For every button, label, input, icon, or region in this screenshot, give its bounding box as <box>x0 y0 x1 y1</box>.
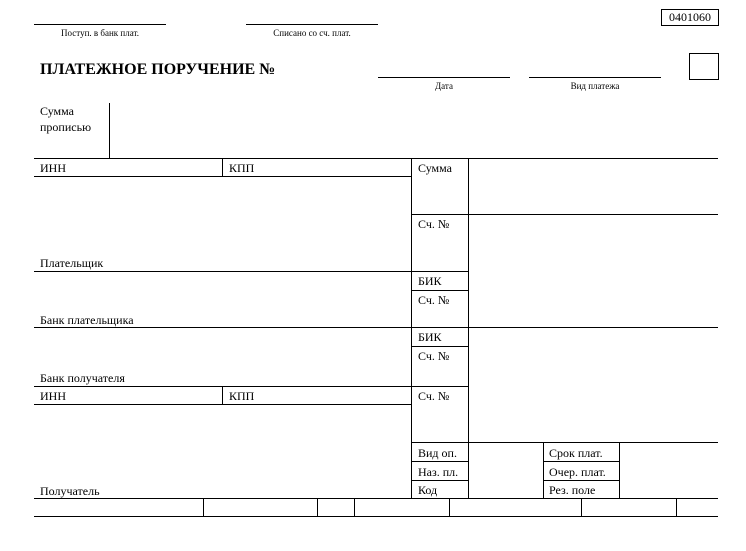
payer-bank-bottom-line <box>34 327 718 328</box>
due-field[interactable] <box>621 444 717 497</box>
label-col-divider <box>468 158 469 498</box>
op-type-label: Вид оп. <box>418 446 457 460</box>
payer-bottom-line <box>34 271 468 272</box>
footer-divider-5 <box>581 498 582 516</box>
payer-account-field[interactable] <box>470 215 717 326</box>
debited-line <box>246 24 378 25</box>
payer-account-label: Сч. № <box>418 217 450 231</box>
payer-inn-field[interactable] <box>64 159 221 175</box>
footer-divider-6 <box>676 498 677 516</box>
amount-words-divider <box>109 103 110 158</box>
date-label: Дата <box>435 81 453 91</box>
payer-name-field[interactable] <box>35 178 410 254</box>
payer-kpp-divider <box>222 158 223 176</box>
details-divider-2 <box>619 442 620 498</box>
footer-top-line <box>34 498 718 499</box>
payer-bank-name-field[interactable] <box>35 273 410 311</box>
payee-inn-label: ИНН <box>40 389 66 403</box>
payer-kpp-label: КПП <box>229 161 255 175</box>
footer-bottom-line <box>34 516 718 517</box>
payee-bank-name-field[interactable] <box>35 329 410 369</box>
payer-name-label: Плательщик <box>40 256 104 270</box>
payee-kpp-field[interactable] <box>258 387 410 403</box>
payee-inn-line <box>34 404 411 405</box>
payee-bank-account-label: Сч. № <box>418 349 450 363</box>
page-title: ПЛАТЕЖНОЕ ПОРУЧЕНИЕ № <box>40 61 276 78</box>
details-line-3b <box>543 480 619 481</box>
payee-inn-field[interactable] <box>64 387 221 403</box>
payment-type-label: Вид платежа <box>570 81 620 91</box>
code-label: Код <box>418 483 438 497</box>
received-label: Поступ. в банк плат. <box>61 28 139 38</box>
middle-divider <box>411 158 412 498</box>
details-divider-1 <box>543 442 544 498</box>
payee-kpp-label: КПП <box>229 389 255 403</box>
payer-bank-bik-line <box>411 290 468 291</box>
payee-kpp-divider <box>222 386 223 404</box>
purpose-label: Наз. пл. <box>418 465 459 479</box>
payee-bank-bik-line <box>411 346 468 347</box>
payee-account-label: Сч. № <box>418 389 450 403</box>
debited-label: Списано со сч. плат. <box>273 28 351 38</box>
amount-label: Сумма <box>418 161 452 175</box>
footer-divider-3 <box>354 498 355 516</box>
payee-name-field[interactable] <box>35 406 410 482</box>
payer-bank-name-label: Банк плательщика <box>40 313 134 327</box>
footer-divider-4 <box>449 498 450 516</box>
details-top-line <box>411 442 718 443</box>
reserve-label: Рез. поле <box>549 483 596 497</box>
date-line <box>378 77 510 78</box>
form-code: 0401060 <box>669 10 711 24</box>
priority-label: Очер. плат. <box>549 465 606 479</box>
payer-bank-bik-label: БИК <box>418 274 442 288</box>
payee-bank-name-label: Банк получателя <box>40 371 125 385</box>
due-label: Срок плат. <box>549 446 603 460</box>
amount-words-field[interactable] <box>111 103 717 157</box>
form-code-box <box>661 9 719 26</box>
amount-words-label-1: Сумма <box>40 104 74 118</box>
received-line <box>34 24 166 25</box>
payment-type-line <box>529 77 661 78</box>
amount-words-label-2: прописью <box>40 120 92 134</box>
op-type-field[interactable] <box>470 444 542 497</box>
details-line-3 <box>411 480 468 481</box>
details-line-2 <box>411 461 468 462</box>
payer-inn-label: ИНН <box>40 161 66 175</box>
payee-name-label: Получатель <box>40 484 100 498</box>
payer-inn-line <box>34 176 411 177</box>
footer-divider-1 <box>203 498 204 516</box>
details-line-2b <box>543 461 619 462</box>
payer-bank-account-label: Сч. № <box>418 293 450 307</box>
payee-bank-bik-label: БИК <box>418 330 442 344</box>
footer-divider-2 <box>317 498 318 516</box>
payment-status-box[interactable] <box>689 53 719 80</box>
payee-bank-account-field[interactable] <box>470 329 717 441</box>
amount-field[interactable] <box>470 159 717 213</box>
payer-kpp-field[interactable] <box>258 159 410 175</box>
